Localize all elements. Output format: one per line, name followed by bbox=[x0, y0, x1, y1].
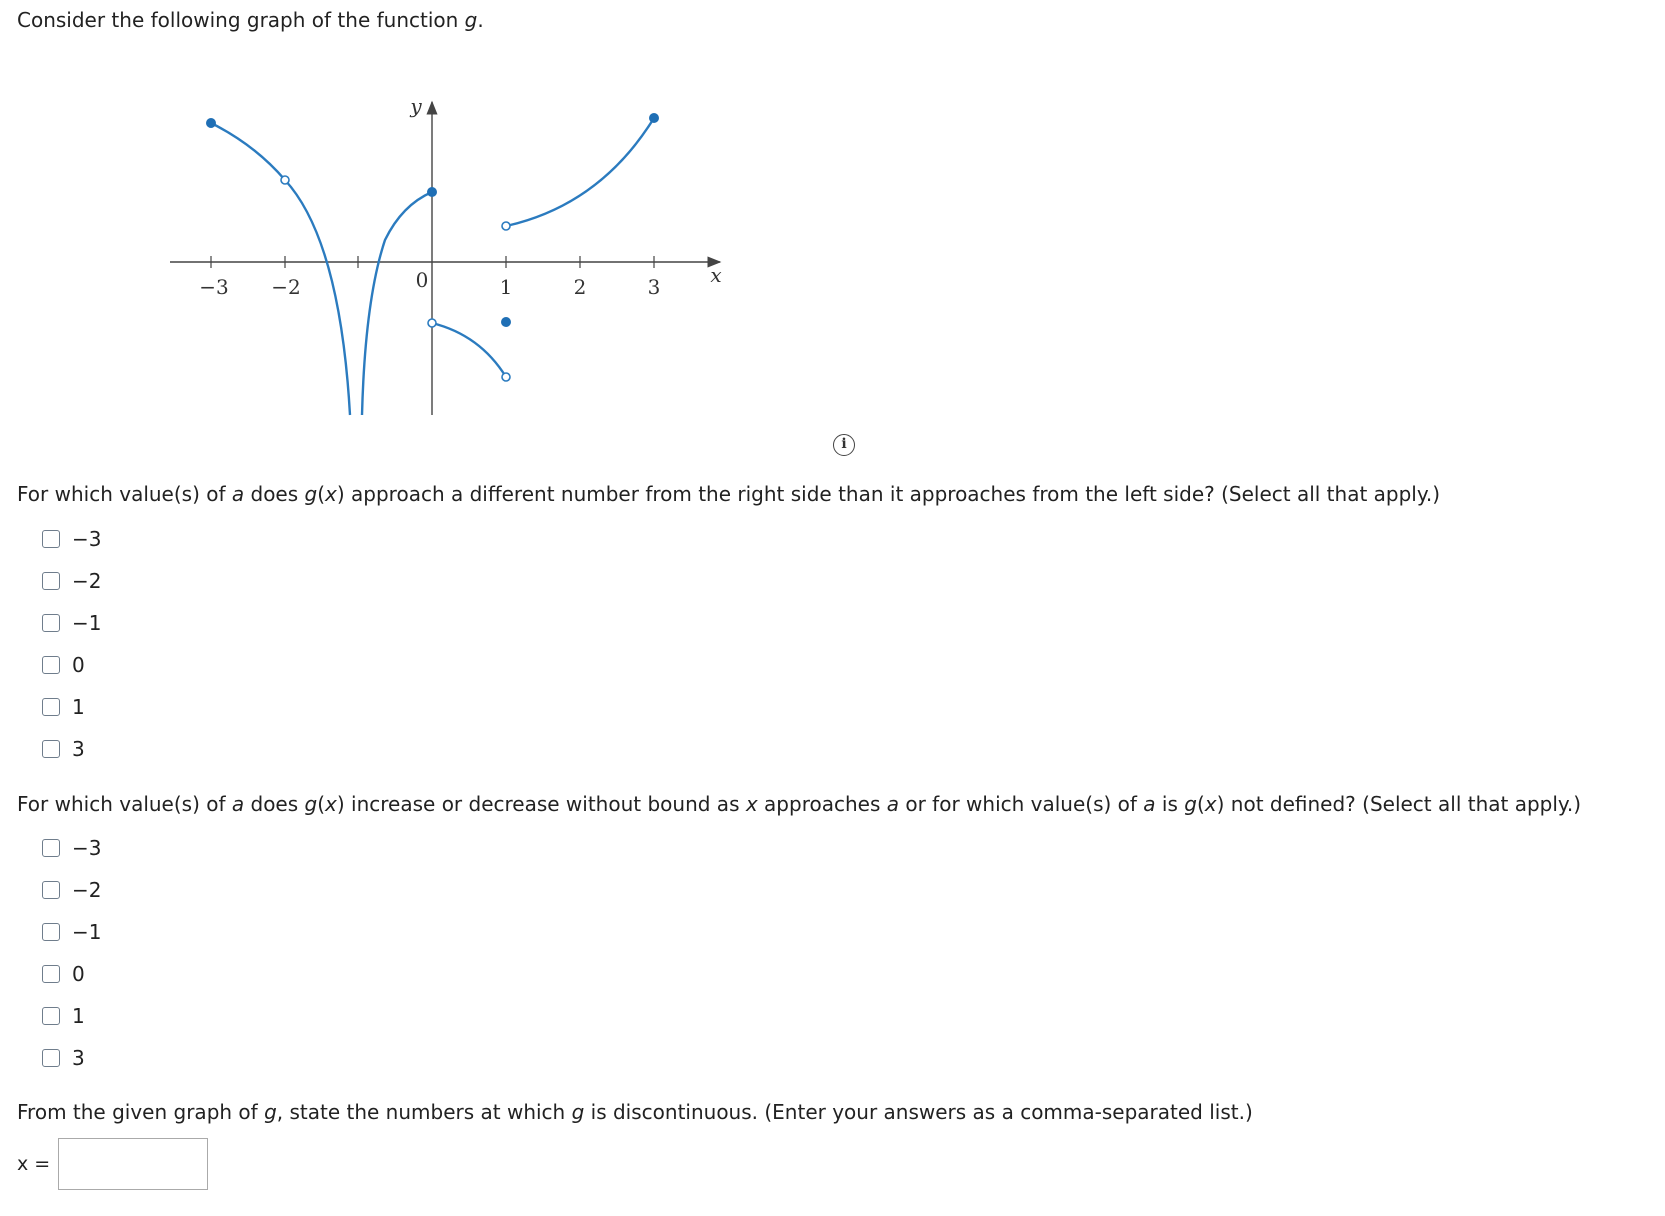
x-tick-label: 2 bbox=[573, 275, 587, 299]
q1-option[interactable] bbox=[42, 644, 101, 686]
q1-option[interactable] bbox=[42, 518, 101, 560]
checkbox[interactable] bbox=[42, 923, 60, 941]
function-graph bbox=[150, 85, 730, 425]
q2-option[interactable] bbox=[42, 995, 101, 1037]
question-3-text: From the given graph of g, state the numbers at which g is discontinuous. (Enter your answers as a comma-separated list.) bbox=[17, 1100, 1253, 1124]
curve-left-decreasing bbox=[211, 123, 350, 415]
curve-right-increasing bbox=[506, 118, 654, 226]
answer-label: x = bbox=[17, 1153, 51, 1175]
closed-point bbox=[649, 113, 659, 123]
option-label: −1 bbox=[72, 920, 102, 944]
q2-option[interactable] bbox=[42, 869, 101, 911]
checkbox[interactable] bbox=[42, 1007, 60, 1025]
option-label: 3 bbox=[72, 737, 85, 761]
intro-text bbox=[17, 8, 484, 32]
y-axis-label: y bbox=[410, 94, 422, 118]
intro-suffix: . bbox=[477, 8, 484, 32]
option-label: 0 bbox=[72, 653, 85, 677]
q1-option[interactable] bbox=[42, 686, 101, 728]
closed-point bbox=[206, 118, 216, 128]
open-point bbox=[281, 176, 289, 184]
option-label: 1 bbox=[72, 695, 85, 719]
q2-option[interactable] bbox=[42, 827, 101, 869]
open-point bbox=[502, 373, 510, 381]
q2-option[interactable] bbox=[42, 1037, 101, 1079]
q1-option[interactable] bbox=[42, 560, 101, 602]
graph-svg bbox=[150, 85, 730, 425]
question-1-text: For which value(s) of a does g(x) approach a different number from the right side than it approaches from the left side? (Select all that apply.) bbox=[17, 482, 1440, 506]
option-label: 3 bbox=[72, 1046, 85, 1070]
intro-prefix: Consider the following graph of the function bbox=[17, 8, 459, 32]
option-label: −2 bbox=[72, 878, 102, 902]
open-point bbox=[502, 222, 510, 230]
x-tick-label: 3 bbox=[647, 275, 661, 299]
option-label: 0 bbox=[72, 962, 85, 986]
checkbox[interactable] bbox=[42, 614, 60, 632]
discontinuity-answer-input[interactable] bbox=[58, 1138, 208, 1190]
question-2-text: For which value(s) of a does g(x) increase or decrease without bound as x approaches a or for which value(s) of a is g(x) not defined? (Select all that apply.) bbox=[17, 792, 1582, 816]
checkbox[interactable] bbox=[42, 572, 60, 590]
x-tick-label: 1 bbox=[499, 275, 513, 299]
closed-point bbox=[427, 187, 437, 197]
intro-func: g bbox=[464, 8, 478, 32]
q1-option[interactable] bbox=[42, 602, 101, 644]
checkbox[interactable] bbox=[42, 656, 60, 674]
info-icon[interactable]: i bbox=[833, 434, 855, 456]
checkbox[interactable] bbox=[42, 1049, 60, 1067]
checkbox[interactable] bbox=[42, 965, 60, 983]
x-axis-label: x bbox=[710, 263, 722, 287]
question-1-options bbox=[42, 518, 101, 770]
curve-below-axis bbox=[432, 323, 506, 377]
option-label: −3 bbox=[72, 527, 102, 551]
x-tick-label: −3 bbox=[199, 275, 229, 299]
closed-point bbox=[501, 317, 511, 327]
open-point bbox=[428, 319, 436, 327]
q2-option[interactable] bbox=[42, 953, 101, 995]
option-label: −1 bbox=[72, 611, 102, 635]
checkbox[interactable] bbox=[42, 530, 60, 548]
checkbox[interactable] bbox=[42, 698, 60, 716]
question-2-options bbox=[42, 827, 101, 1079]
option-label: −2 bbox=[72, 569, 102, 593]
checkbox[interactable] bbox=[42, 740, 60, 758]
x-tick-label: −2 bbox=[271, 275, 301, 299]
checkbox[interactable] bbox=[42, 881, 60, 899]
option-label: −3 bbox=[72, 836, 102, 860]
q2-option[interactable] bbox=[42, 911, 101, 953]
q1-option[interactable] bbox=[42, 728, 101, 770]
x-tick-label: 0 bbox=[415, 268, 429, 292]
option-label: 1 bbox=[72, 1004, 85, 1028]
checkbox[interactable] bbox=[42, 839, 60, 857]
answer-row bbox=[17, 1138, 208, 1190]
curve-rising-to-y-axis bbox=[362, 192, 432, 415]
